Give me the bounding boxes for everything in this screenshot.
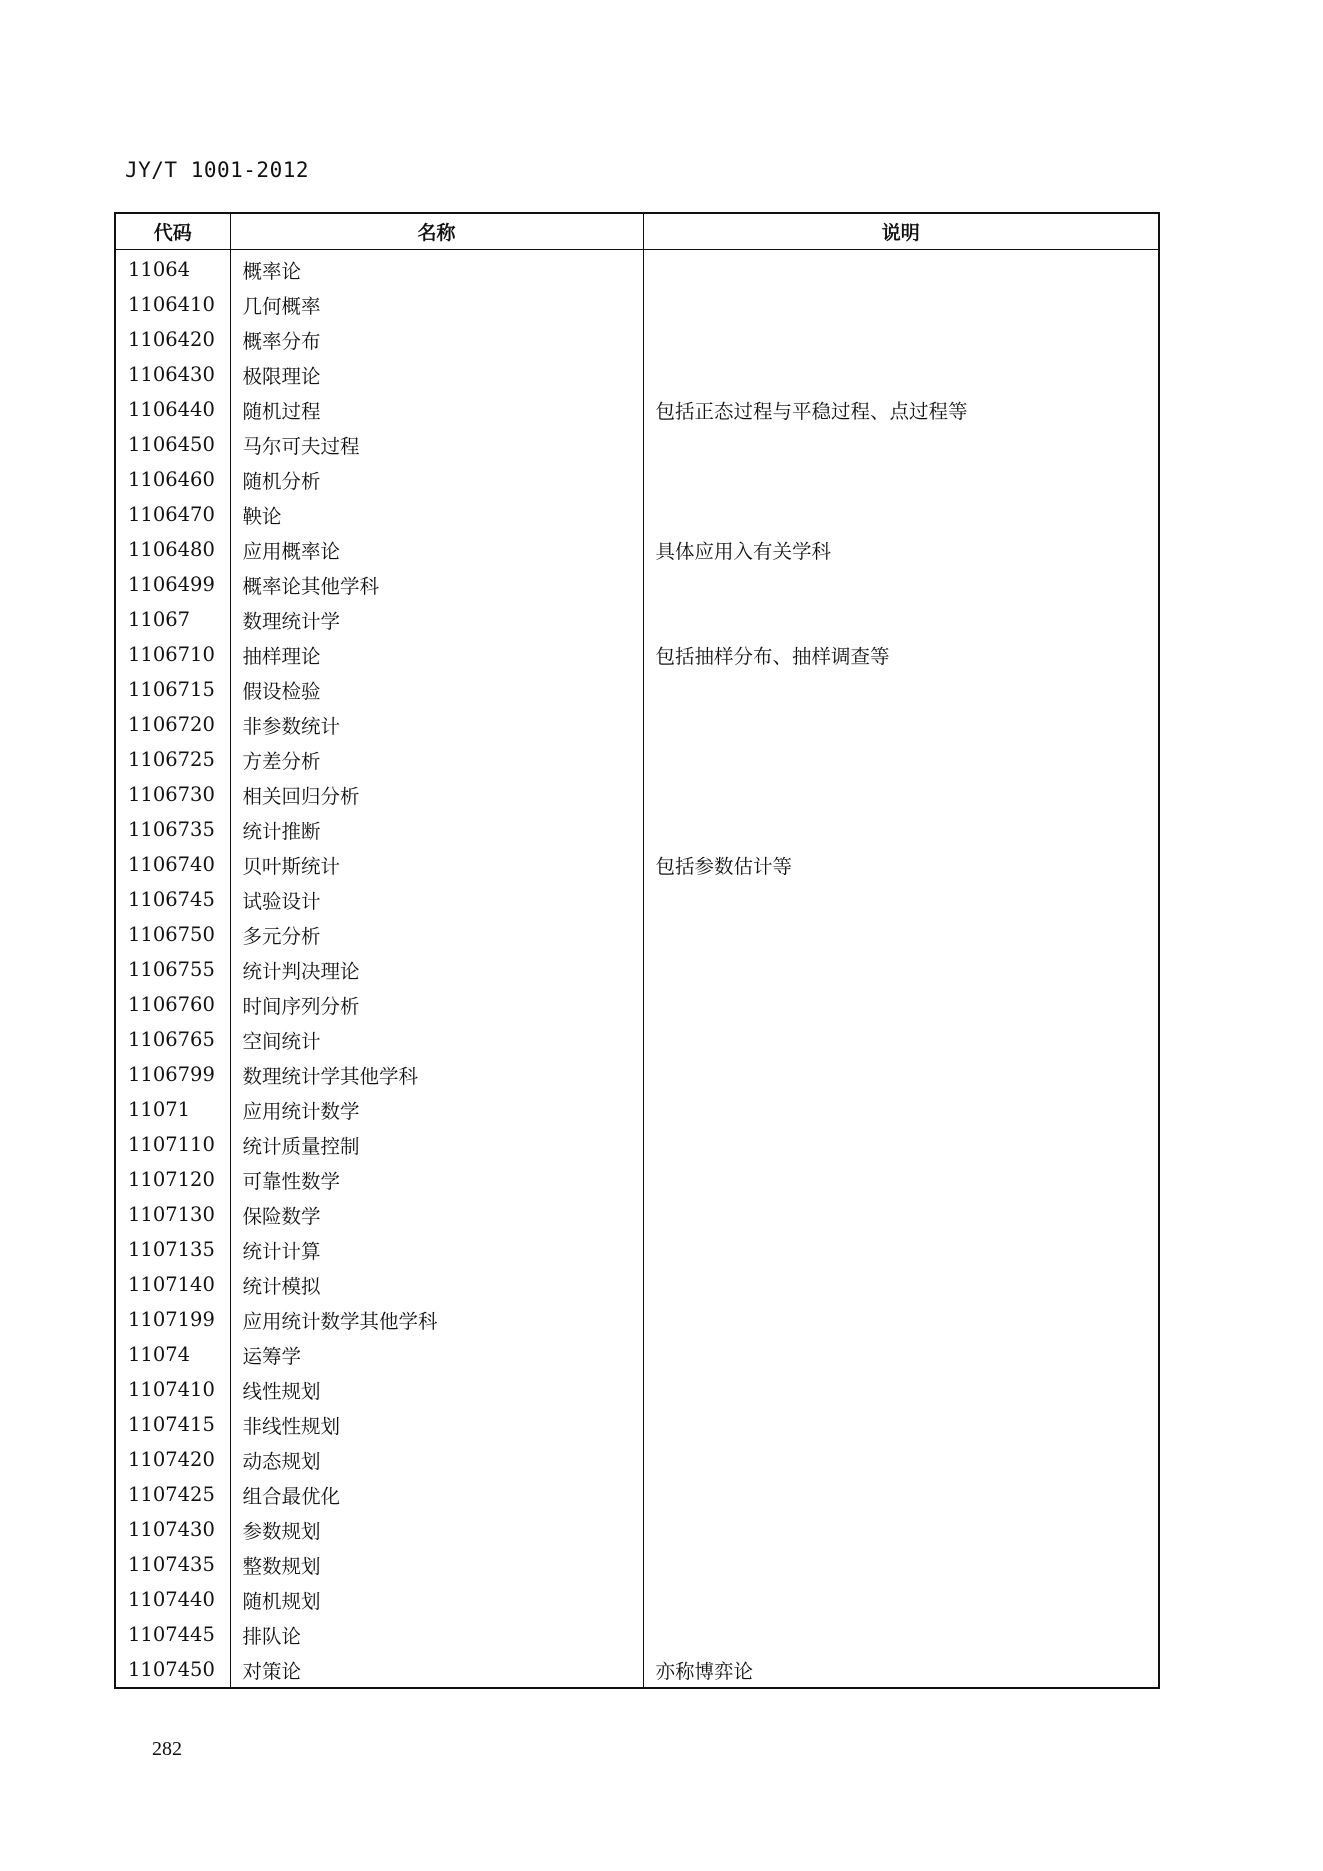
table-row [115,707,1159,742]
table-row [115,637,1159,672]
code-cell: 1106725 [115,742,230,777]
note-cell [643,812,1159,847]
name-cell: 假设检验 [230,672,643,707]
table-row [115,1582,1159,1617]
code-cell: 1107140 [115,1267,230,1302]
note-cell [643,1547,1159,1582]
name-cell: 空间统计 [230,1022,643,1057]
note-cell [643,1092,1159,1127]
note-cell [643,357,1159,392]
name-cell: 应用统计数学 [230,1092,643,1127]
name-cell: 动态规划 [230,1442,643,1477]
note-cell [643,707,1159,742]
note-cell [643,462,1159,497]
note-cell: 包括正态过程与平稳过程、点过程等 [643,392,1159,427]
table-row [115,672,1159,707]
note-cell [643,1617,1159,1652]
table-row [115,1407,1159,1442]
standard-code-header: JY/T 1001-2012 [125,158,310,182]
note-cell [643,917,1159,952]
code-cell: 1106765 [115,1022,230,1057]
table-row [115,1057,1159,1092]
table-row [115,777,1159,812]
note-cell [643,882,1159,917]
name-cell: 非参数统计 [230,707,643,742]
discipline-code-table [114,212,1160,1689]
table-row [115,882,1159,917]
code-cell: 1107425 [115,1477,230,1512]
note-cell [643,1302,1159,1337]
note-cell [643,427,1159,462]
table-row [115,1267,1159,1302]
note-cell [643,287,1159,322]
note-cell [643,497,1159,532]
table-row [115,1337,1159,1372]
name-cell: 统计质量控制 [230,1127,643,1162]
table-row [115,462,1159,497]
table-row [115,602,1159,637]
table-row [115,567,1159,602]
code-cell: 1106710 [115,637,230,672]
name-cell: 试验设计 [230,882,643,917]
note-cell: 包括参数估计等 [643,847,1159,882]
name-cell: 运筹学 [230,1337,643,1372]
name-cell: 抽样理论 [230,637,643,672]
table-row [115,1162,1159,1197]
code-cell: 1107430 [115,1512,230,1547]
code-cell: 1106730 [115,777,230,812]
code-cell: 1106755 [115,952,230,987]
name-cell: 可靠性数学 [230,1162,643,1197]
note-cell [643,672,1159,707]
column-header-note: 说明 [643,213,1159,250]
page-number: 282 [152,1738,182,1760]
code-cell: 1107199 [115,1302,230,1337]
note-cell [643,777,1159,812]
note-cell [643,1372,1159,1407]
table-row [115,1127,1159,1162]
code-cell: 1106760 [115,987,230,1022]
code-cell: 1106460 [115,462,230,497]
name-cell: 非线性规划 [230,1407,643,1442]
name-cell: 鞅论 [230,497,643,532]
code-cell: 1107410 [115,1372,230,1407]
name-cell: 线性规划 [230,1372,643,1407]
code-cell: 1106745 [115,882,230,917]
code-cell: 1107135 [115,1232,230,1267]
name-cell: 统计模拟 [230,1267,643,1302]
note-cell [643,1477,1159,1512]
table-row [115,847,1159,882]
code-cell: 1107110 [115,1127,230,1162]
name-cell: 组合最优化 [230,1477,643,1512]
name-cell: 概率论其他学科 [230,567,643,602]
table-row [115,1232,1159,1267]
table-row [115,357,1159,392]
name-cell: 参数规划 [230,1512,643,1547]
code-cell: 11071 [115,1092,230,1127]
table-row [115,1197,1159,1232]
name-cell: 相关回归分析 [230,777,643,812]
code-cell: 1106440 [115,392,230,427]
table-row [115,1512,1159,1547]
name-cell: 随机规划 [230,1582,643,1617]
code-cell: 1107440 [115,1582,230,1617]
name-cell: 贝叶斯统计 [230,847,643,882]
code-cell: 1107120 [115,1162,230,1197]
table-header-row [115,213,1159,250]
name-cell: 极限理论 [230,357,643,392]
note-cell [643,987,1159,1022]
name-cell: 统计判决理论 [230,952,643,987]
code-cell: 1106740 [115,847,230,882]
note-cell [643,952,1159,987]
table-row [115,1442,1159,1477]
table-row [115,1092,1159,1127]
code-cell: 1106799 [115,1057,230,1092]
code-cell: 1106450 [115,427,230,462]
table-row [115,1372,1159,1407]
name-cell: 随机分析 [230,462,643,497]
name-cell: 多元分析 [230,917,643,952]
code-cell: 1107415 [115,1407,230,1442]
code-cell: 1106480 [115,532,230,567]
table-row [115,987,1159,1022]
note-cell [643,1337,1159,1372]
note-cell: 亦称博弈论 [643,1652,1159,1688]
table-row [115,742,1159,777]
table-row [115,532,1159,567]
note-cell [643,1057,1159,1092]
note-cell [643,1162,1159,1197]
code-cell: 1107445 [115,1617,230,1652]
table-row [115,322,1159,357]
note-cell [643,1512,1159,1547]
table-row [115,497,1159,532]
code-cell: 1106750 [115,917,230,952]
name-cell: 马尔可夫过程 [230,427,643,462]
name-cell: 随机过程 [230,392,643,427]
code-cell: 11064 [115,250,230,288]
note-cell [643,322,1159,357]
code-cell: 1106720 [115,707,230,742]
table-body [115,250,1159,1689]
table-row [115,812,1159,847]
table-row [115,287,1159,322]
note-cell [643,1232,1159,1267]
note-cell [643,1407,1159,1442]
table-row [115,250,1159,288]
table-row [115,1022,1159,1057]
code-cell: 11067 [115,602,230,637]
note-cell [643,1127,1159,1162]
table-row [115,1617,1159,1652]
code-cell: 1107450 [115,1652,230,1688]
code-cell: 1107435 [115,1547,230,1582]
name-cell: 概率分布 [230,322,643,357]
table-row [115,1477,1159,1512]
name-cell: 数理统计学其他学科 [230,1057,643,1092]
table-row [115,917,1159,952]
note-cell [643,742,1159,777]
name-cell: 方差分析 [230,742,643,777]
name-cell: 统计推断 [230,812,643,847]
table-row [115,1302,1159,1337]
table-row [115,952,1159,987]
name-cell: 统计计算 [230,1232,643,1267]
note-cell [643,250,1159,288]
name-cell: 应用概率论 [230,532,643,567]
name-cell: 时间序列分析 [230,987,643,1022]
code-cell: 1106715 [115,672,230,707]
note-cell [643,1442,1159,1477]
name-cell: 整数规划 [230,1547,643,1582]
name-cell: 对策论 [230,1652,643,1688]
name-cell: 数理统计学 [230,602,643,637]
code-cell: 1106470 [115,497,230,532]
note-cell [643,602,1159,637]
code-cell: 1106735 [115,812,230,847]
table-row [115,1652,1159,1688]
code-cell: 1106499 [115,567,230,602]
code-cell: 1107130 [115,1197,230,1232]
name-cell: 保险数学 [230,1197,643,1232]
code-cell: 1106420 [115,322,230,357]
note-cell: 包括抽样分布、抽样调查等 [643,637,1159,672]
note-cell [643,1197,1159,1232]
name-cell: 应用统计数学其他学科 [230,1302,643,1337]
note-cell [643,567,1159,602]
code-cell: 1106410 [115,287,230,322]
note-cell [643,1022,1159,1057]
name-cell: 几何概率 [230,287,643,322]
name-cell: 排队论 [230,1617,643,1652]
table-row [115,427,1159,462]
note-cell [643,1582,1159,1617]
column-header-code: 代码 [115,213,230,250]
name-cell: 概率论 [230,250,643,288]
table-row [115,1547,1159,1582]
note-cell: 具体应用入有关学科 [643,532,1159,567]
note-cell [643,1267,1159,1302]
code-cell: 1107420 [115,1442,230,1477]
code-cell: 11074 [115,1337,230,1372]
table-row [115,392,1159,427]
code-cell: 1106430 [115,357,230,392]
column-header-name: 名称 [230,213,643,250]
